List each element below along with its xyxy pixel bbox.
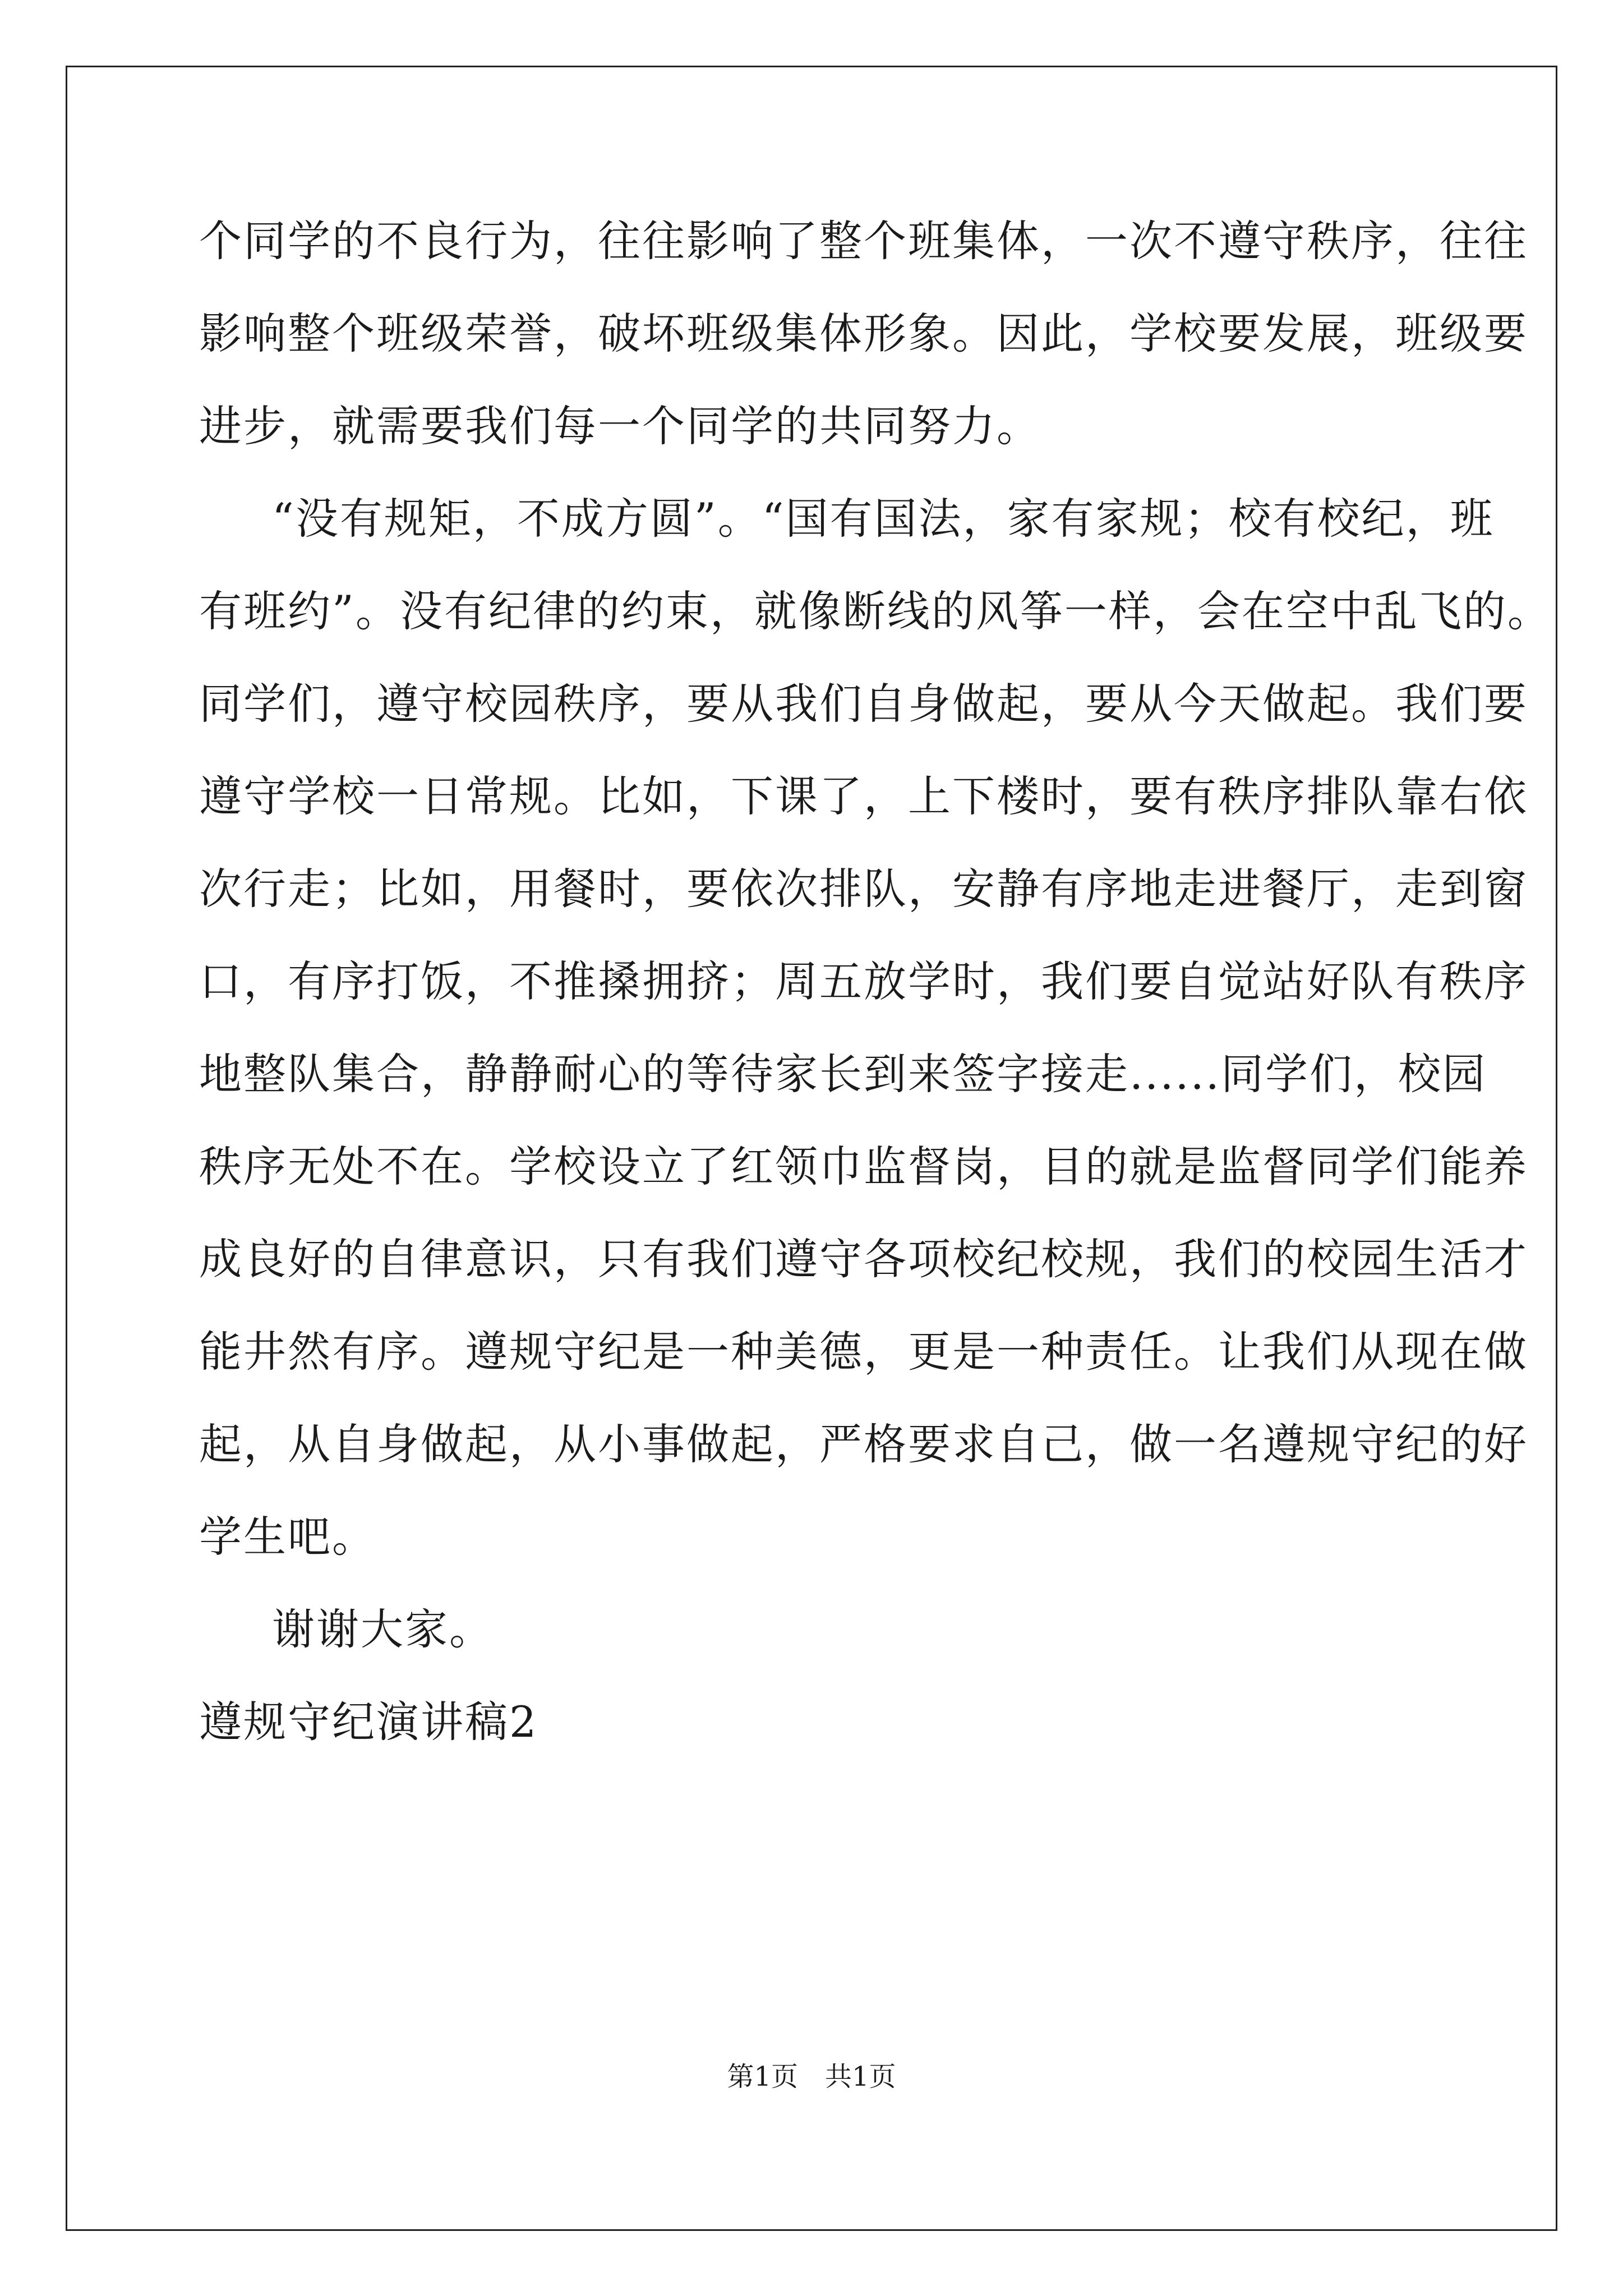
text-line: “没有规矩，不成方圆”。“国有国法，家有家规；校有校纪，班 [272, 494, 1495, 544]
text-line: 同学们，遵守校园秩序，要从我们自身做起，要从今天做起。我们要 [199, 679, 1528, 729]
text-line: 成良好的自律意识，只有我们遵守各项校纪校规，我们的校园生活才 [199, 1234, 1528, 1284]
text-line: 次行走；比如，用餐时，要依次排队，安静有序地走进餐厅，走到窗 [199, 864, 1528, 914]
text-line: 学生吧。 [199, 1512, 376, 1562]
text-line: 起，从自身做起，从小事做起，严格要求自己，做一名遵规守纪的好 [199, 1419, 1528, 1469]
text-line: 影响整个班级荣誉，破坏班级集体形象。因此，学校要发展，班级要 [199, 309, 1528, 358]
text-line: 个同学的不良行为，往往影响了整个班集体，一次不遵守秩序，往往 [199, 216, 1528, 266]
text-line: 秩序无处不在。学校设立了红领巾监督岗，目的就是监督同学们能养 [199, 1142, 1528, 1191]
page-number-label: 第1页 共1页 [727, 2061, 896, 2092]
text-line: 遵守学校一日常规。比如，下课了，上下楼时，要有秩序排队靠右依 [199, 771, 1528, 821]
text-line: 地整队集合，静静耐心的等待家长到来签字接走......同学们，校园 [199, 1049, 1487, 1099]
page-footer [0, 2060, 1623, 2093]
text-line: 能井然有序。遵规守纪是一种美德，更是一种责任。让我们从现在做 [199, 1327, 1528, 1377]
text-line: 进步，就需要我们每一个同学的共同努力。 [199, 401, 1041, 451]
text-line: 口，有序打饭，不推搡拥挤；周五放学时，我们要自觉站好队有秩序 [199, 956, 1528, 1006]
text-line: 有班约”。没有纪律的约束，就像断线的风筝一样，会在空中乱飞的。 [199, 586, 1552, 636]
section-heading: 遵规守纪演讲稿2 [199, 1697, 538, 1747]
closing-line: 谢谢大家。 [272, 1604, 494, 1654]
